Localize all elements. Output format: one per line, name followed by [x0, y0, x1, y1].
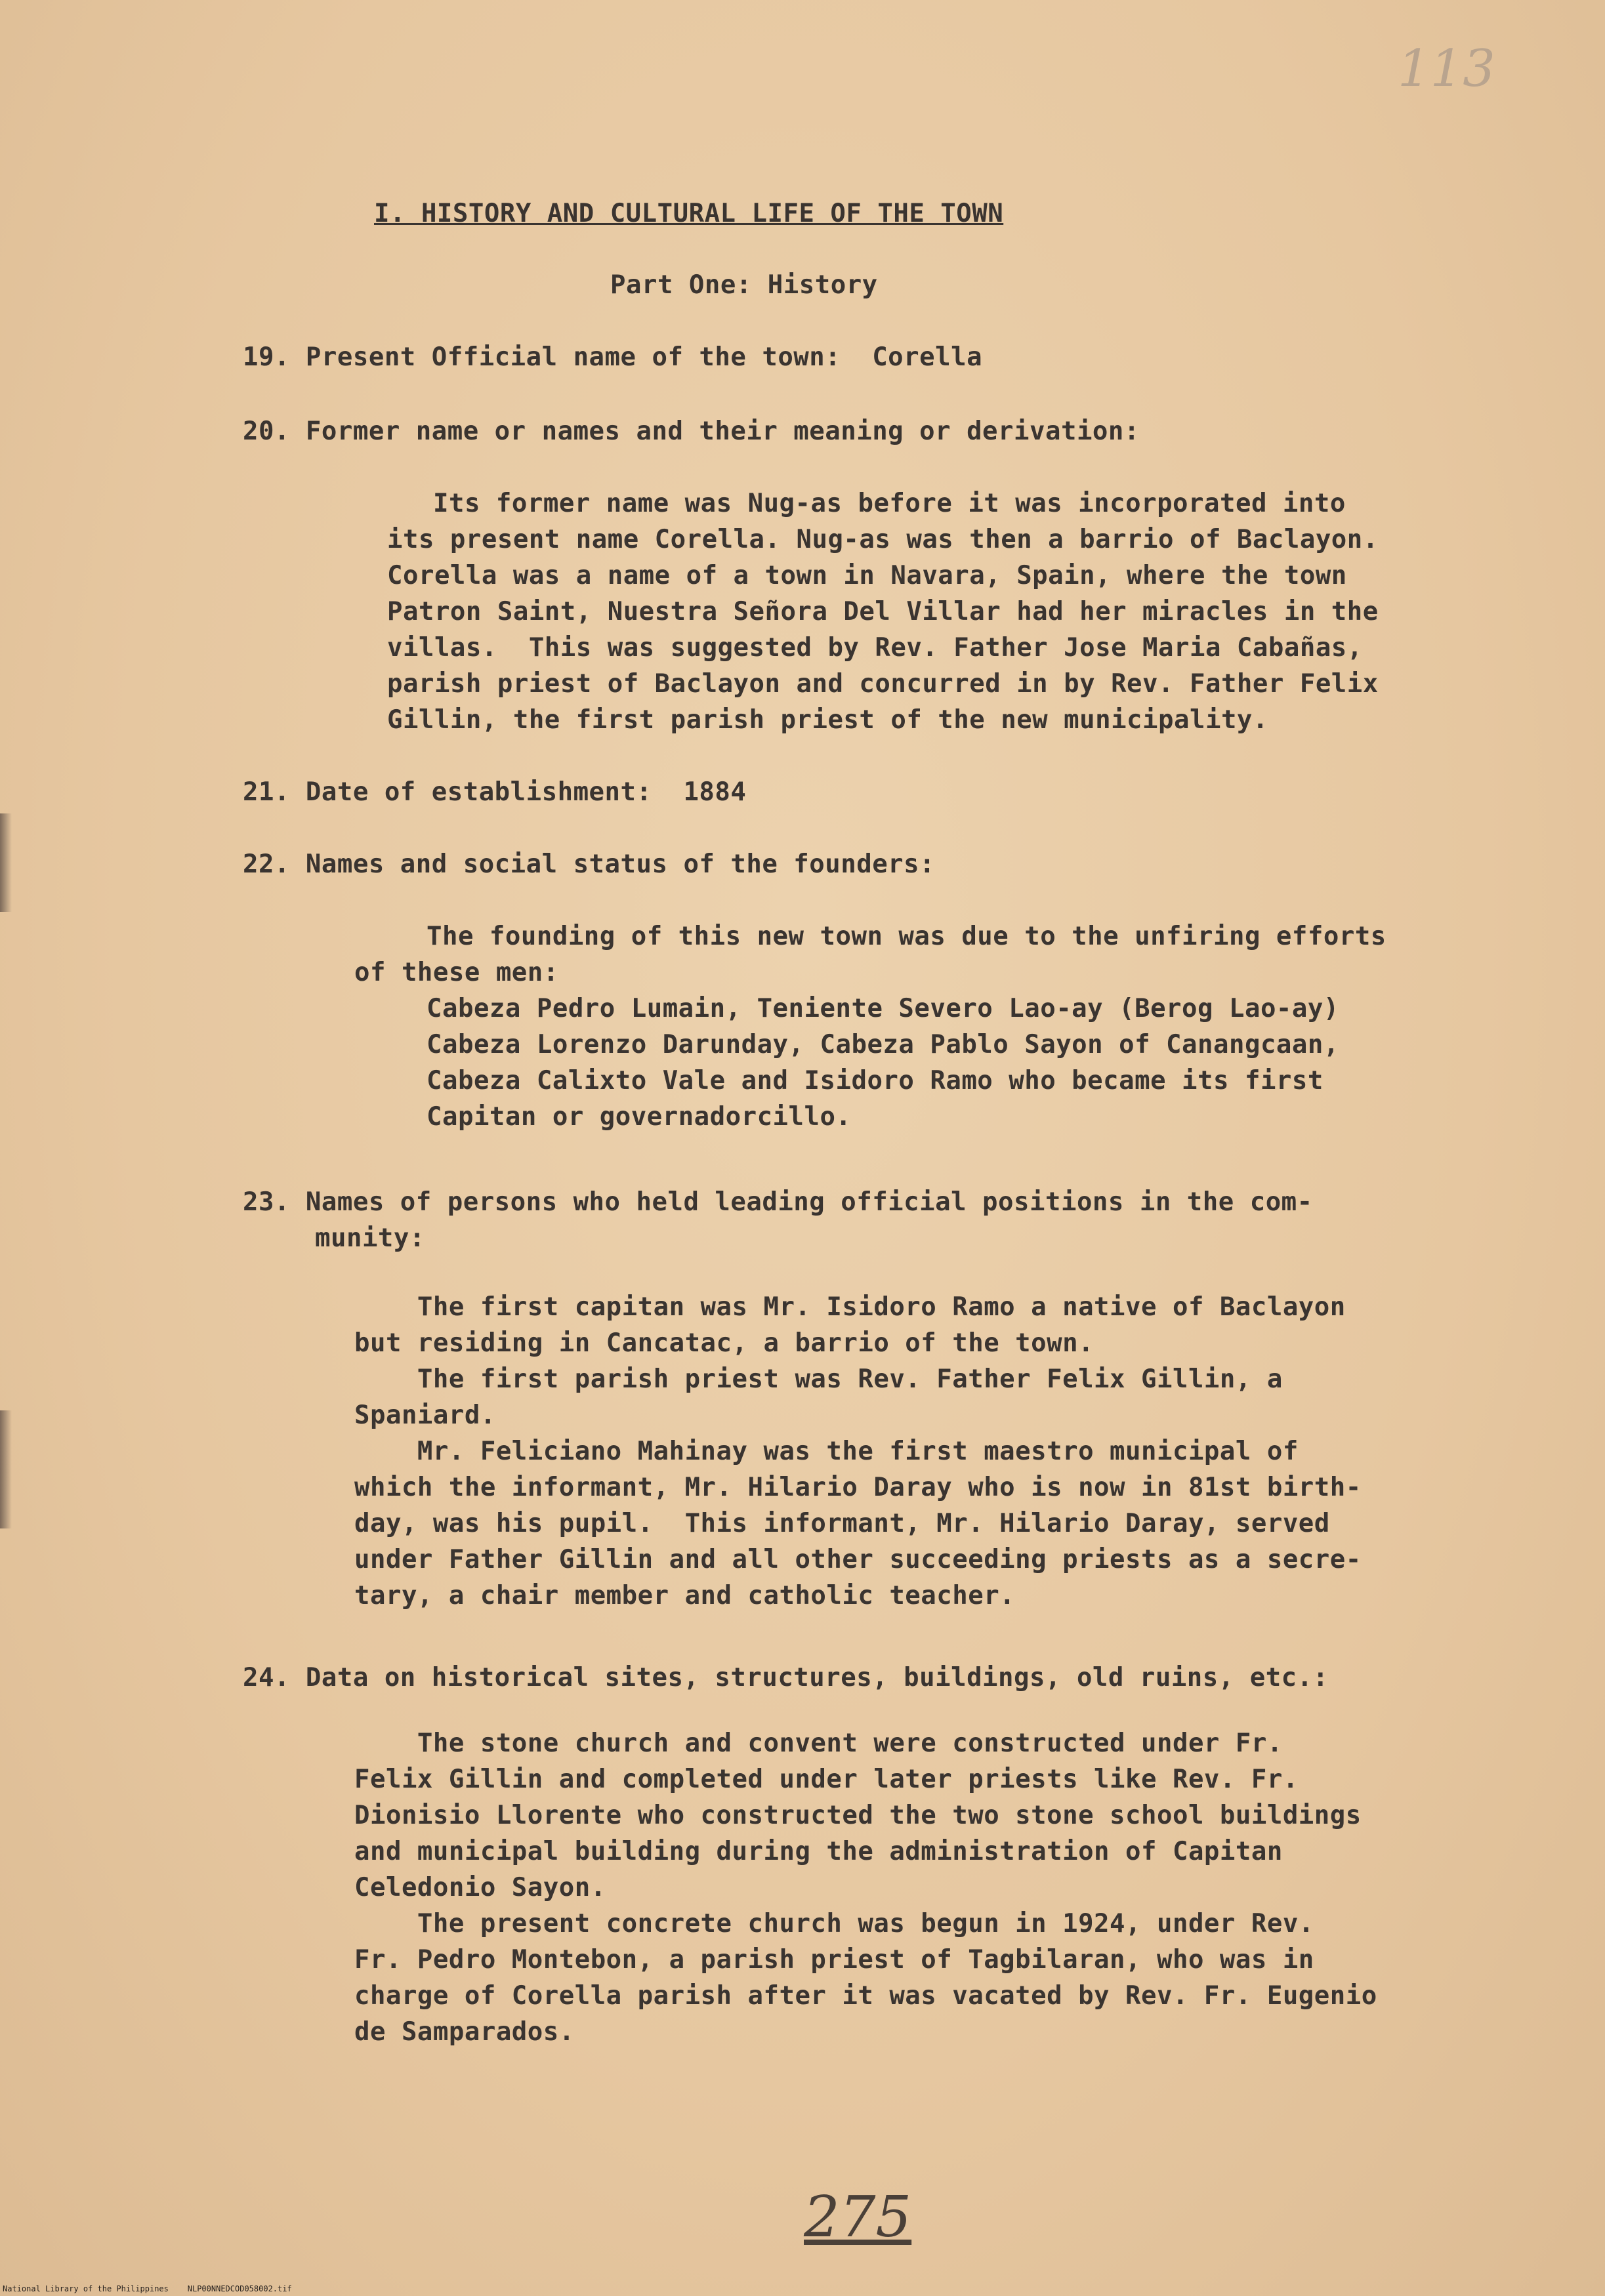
text-line: 23. Names of persons who held leading official positions in the com-	[243, 1187, 1313, 1217]
paragraph-founders-intro	[354, 918, 1386, 991]
text-line: Capitan or governadorcillo.	[427, 1102, 852, 1132]
text-line: The stone church and convent were constructed under Fr.	[354, 1729, 1283, 1758]
text-line: Patron Saint, Nuestra Señora Del Villar had her miracles in the	[387, 597, 1379, 626]
section-heading: I. HISTORY AND CULTURAL LIFE OF THE TOWN	[374, 199, 1004, 228]
text-line: charge of Corella parish after it was vacated by Rev. Fr. Eugenio	[354, 1981, 1377, 2011]
text-line: munity:	[315, 1223, 425, 1253]
text-line: The founding of this new town was due to the unfiring efforts	[427, 922, 1386, 951]
paragraph-founders-list	[427, 991, 1339, 1135]
paragraph-former-name	[387, 485, 1379, 738]
text-line: Felix Gillin and completed under later priests like Rev. Fr.	[354, 1765, 1299, 1794]
paragraph-officials	[354, 1289, 1362, 1614]
text-line: Spaniard.	[354, 1401, 496, 1430]
archive-footer: National Library of the Philippines NLP00NNEDCOD058002.tif	[3, 2284, 292, 2293]
text-line: Cabeza Calixto Vale and Isidoro Ramo who became its first	[427, 1066, 1324, 1096]
text-line: Cabeza Pedro Lumain, Teniente Severo Lao-ay (Berog Lao-ay)	[427, 994, 1339, 1023]
part-heading: Part One: History	[610, 270, 878, 300]
text-line: Dionisio Llorente who constructed the two stone school buildings	[354, 1801, 1362, 1830]
text-line: Its former name was Nug-as before it was incorporated into	[433, 489, 1346, 518]
text-line: Celedonio Sayon.	[354, 1873, 606, 1902]
text-line: Corella was a name of a town in Navara, Spain, where the town	[387, 561, 1347, 590]
text-line: The first parish priest was Rev. Father Felix Gillin, a	[354, 1364, 1283, 1394]
text-line: tary, a chair member and catholic teacher.	[354, 1581, 1016, 1610]
text-line: Gillin, the first parish priest of the new municipality.	[387, 705, 1268, 735]
text-line: but residing in Cancatac, a barrio of the town.	[354, 1328, 1094, 1358]
text-line: day, was his pupil. This informant, Mr. Hilario Daray, served	[354, 1509, 1330, 1538]
text-line: villas. This was suggested by Rev. Father Jose Maria Cabañas,	[387, 633, 1363, 663]
item-20: 20. Former name or names and their meaning or derivation:	[243, 417, 1140, 446]
text-line: under Father Gillin and all other succeeding priests as a secre-	[354, 1545, 1362, 1574]
text-line: Cabeza Lorenzo Darunday, Cabeza Pablo Sayon of Canangcaan,	[427, 1030, 1339, 1059]
text-line: The first capitan was Mr. Isidoro Ramo a native of Baclayon	[354, 1292, 1346, 1322]
item-19: 19. Present Official name of the town: Corella	[243, 342, 983, 372]
item-21: 21. Date of establishment: 1884	[243, 777, 747, 807]
binding-shadow	[0, 813, 12, 912]
text-line: The present concrete church was begun in 1924, under Rev.	[354, 1909, 1314, 1938]
item-22: 22. Names and social status of the founders:	[243, 850, 936, 879]
text-line: Fr. Pedro Montebon, a parish priest of Tagbilaran, who was in	[354, 1945, 1314, 1975]
text-line: parish priest of Baclayon and concurred in by Rev. Father Felix	[387, 669, 1379, 699]
binding-shadow-lower	[0, 1410, 12, 1528]
paragraph-historical-sites	[354, 1725, 1377, 2050]
text-line: de Samparados.	[354, 2017, 575, 2047]
item-23	[243, 1184, 1313, 1256]
text-line: of these men:	[354, 958, 559, 987]
text-line: its present name Corella. Nug-as was then a barrio of Baclayon.	[387, 525, 1379, 554]
handwritten-folio-number: 275	[804, 2184, 912, 2250]
text-line: Mr. Feliciano Mahinay was the first maestro municipal of	[354, 1437, 1299, 1466]
text-line: which the informant, Mr. Hilario Daray who is now in 81st birth-	[354, 1473, 1362, 1502]
handwritten-page-number: 113	[1398, 39, 1495, 98]
item-24: 24. Data on historical sites, structures, buildings, old ruins, etc.:	[243, 1663, 1329, 1692]
text-line: and municipal building during the administration of Capitan	[354, 1837, 1283, 1866]
